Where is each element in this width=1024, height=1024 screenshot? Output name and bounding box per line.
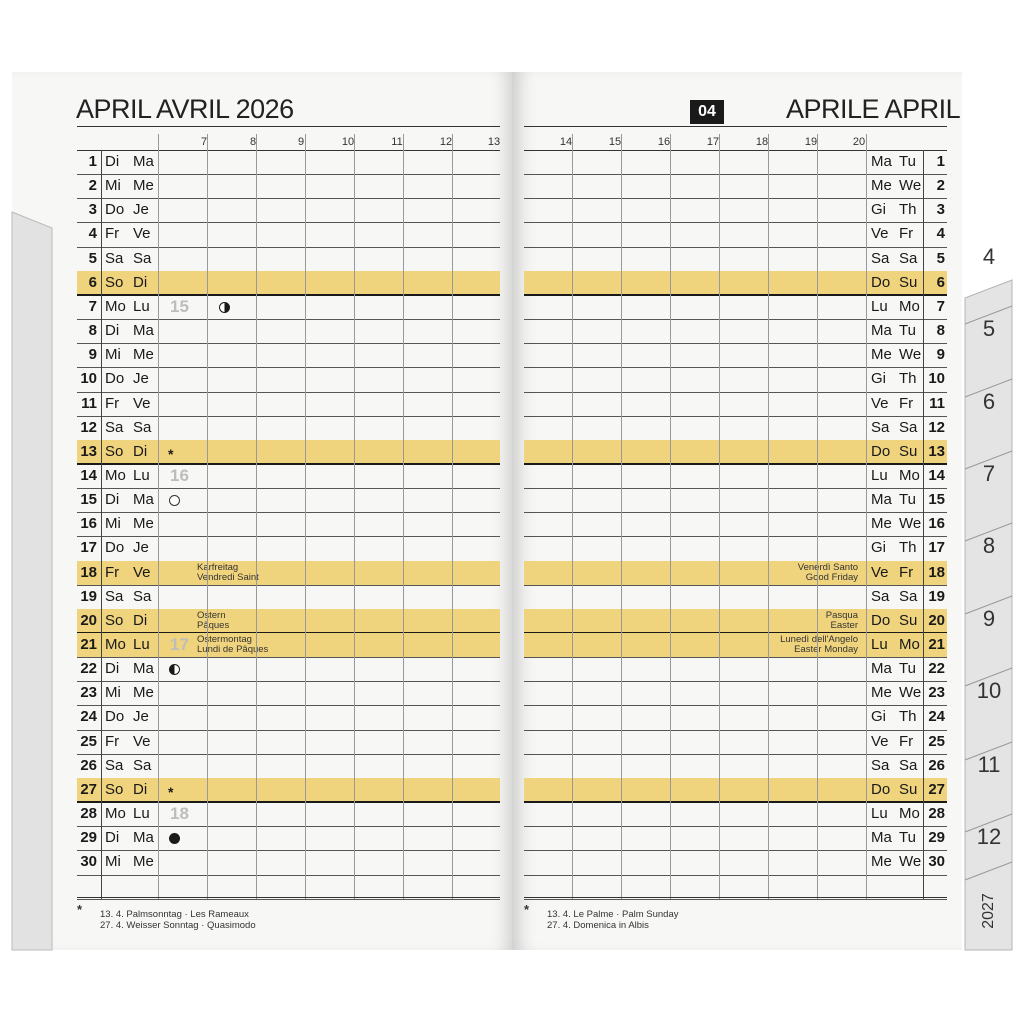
- hour-label: 19: [804, 136, 818, 148]
- footnote-marker: *: [168, 783, 174, 800]
- day-number: 2: [936, 177, 945, 195]
- day-number: 8: [88, 322, 97, 340]
- weekday-en: We: [899, 515, 922, 533]
- weekday-en: Su: [899, 611, 918, 629]
- weekday-it: Gi: [871, 370, 886, 388]
- weekday-en: Su: [899, 442, 918, 460]
- day-number: 20: [928, 611, 945, 629]
- day-number: 30: [928, 853, 945, 871]
- day-number: 18: [80, 563, 97, 581]
- weekday-de: Sa: [105, 756, 124, 774]
- day-number: 27: [80, 780, 97, 798]
- weekday-fr: Ma: [133, 322, 154, 340]
- weekday-fr: Di: [133, 780, 148, 798]
- hour-label: 14: [559, 136, 573, 148]
- day-number: 11: [81, 394, 97, 412]
- day-number: 15: [928, 491, 945, 509]
- weekday-en: Mo: [899, 636, 920, 653]
- footnote-line: 13. 4. Palmsonntag · Les Rameaux: [100, 909, 249, 920]
- month-tab-9[interactable]: 9: [982, 606, 996, 631]
- weekday-de: So: [105, 442, 124, 460]
- hour-label: 12: [439, 136, 453, 148]
- day-number: 16: [928, 515, 945, 533]
- hour-label: 8: [249, 136, 257, 148]
- weekday-en: Mo: [899, 297, 920, 315]
- weekday-en: Su: [899, 273, 918, 291]
- weekday-it: Gi: [871, 201, 886, 219]
- weekday-it: Lu: [871, 805, 888, 823]
- day-number: 1: [88, 153, 97, 170]
- day-number: 15: [80, 491, 97, 509]
- weekday-it: Sa: [871, 756, 890, 774]
- holiday-name: Pâques: [197, 619, 230, 631]
- day-number: 29: [928, 829, 945, 847]
- weekday-de: Di: [105, 660, 120, 678]
- weekday-de: Mi: [105, 853, 121, 871]
- day-number: 25: [928, 732, 945, 750]
- month-tab-6[interactable]: 6: [982, 389, 996, 414]
- day-number: 17: [80, 539, 97, 557]
- weekday-de: Mi: [105, 684, 121, 702]
- weekday-fr: Ma: [133, 660, 154, 678]
- day-number: 10: [80, 370, 97, 388]
- weekday-de: Fr: [105, 732, 120, 750]
- day-number: 9: [936, 346, 945, 364]
- day-number: 5: [88, 249, 97, 267]
- weekday-fr: Je: [133, 708, 149, 726]
- weekday-en: Fr: [899, 225, 914, 243]
- weekday-fr: Lu: [133, 466, 150, 484]
- weekday-de: Fr: [105, 394, 120, 412]
- weekday-fr: Ma: [133, 829, 154, 847]
- footnote-star: *: [524, 902, 530, 917]
- weekday-fr: Me: [133, 177, 154, 195]
- weekday-it: Do: [871, 442, 891, 460]
- weekday-it: Ma: [871, 322, 892, 340]
- day-number: 7: [88, 297, 97, 315]
- holiday-name: Easter Monday: [794, 644, 858, 655]
- day-number: 14: [928, 466, 945, 484]
- day-number: 22: [928, 660, 945, 678]
- weekday-it: Ma: [871, 153, 892, 170]
- day-number: 13: [928, 442, 945, 460]
- weekday-en: Sa: [899, 418, 918, 436]
- hour-label: 18: [755, 136, 769, 148]
- weekday-de: Di: [105, 322, 120, 340]
- hour-label: 13: [487, 136, 501, 148]
- day-number: 23: [80, 684, 97, 702]
- weekday-it: Do: [871, 611, 891, 629]
- weekday-de: Fr: [105, 225, 120, 243]
- weekday-de: Di: [105, 153, 120, 170]
- hour-label: 20: [852, 136, 866, 148]
- day-number: 24: [928, 708, 945, 726]
- holiday-name: Easter: [830, 619, 858, 631]
- weekday-it: Do: [871, 780, 891, 798]
- hour-label: 9: [297, 136, 305, 148]
- hour-label: 16: [657, 136, 671, 148]
- weekday-en: Th: [899, 539, 917, 557]
- footnote-marker: *: [168, 445, 174, 462]
- day-number: 10: [928, 370, 945, 388]
- footnote-line: 13. 4. Le Palme · Palm Sunday: [547, 909, 679, 920]
- day-number: 23: [928, 684, 945, 702]
- weekday-it: Lu: [871, 297, 888, 315]
- weekday-en: Tu: [899, 153, 916, 170]
- weekday-de: Sa: [105, 587, 124, 605]
- weekday-fr: Sa: [133, 587, 152, 605]
- weekday-de: Do: [105, 370, 125, 388]
- weekday-en: We: [899, 853, 922, 871]
- weekday-fr: Sa: [133, 756, 152, 774]
- weekday-fr: Me: [133, 684, 154, 702]
- day-number: 8: [936, 322, 945, 340]
- weekday-de: So: [105, 780, 124, 798]
- weekday-de: Sa: [105, 249, 124, 267]
- weekday-en: Fr: [899, 732, 914, 750]
- holiday-name: Ostermontag: [197, 634, 252, 645]
- week-number: 17: [170, 635, 189, 654]
- month-tab-5[interactable]: 5: [982, 316, 996, 341]
- day-number: 1: [936, 153, 945, 170]
- weekday-en: We: [899, 177, 922, 195]
- weekday-it: Me: [871, 177, 892, 195]
- weekday-en: Th: [899, 708, 917, 726]
- weekday-fr: Ve: [133, 732, 151, 750]
- weekday-de: Do: [105, 201, 125, 219]
- weekday-it: Do: [871, 273, 891, 291]
- day-number: 4: [88, 225, 97, 243]
- day-number: 18: [928, 563, 945, 581]
- weekday-en: Fr: [899, 394, 914, 412]
- month-tab-10[interactable]: 10: [976, 678, 1002, 703]
- weekday-it: Ma: [871, 829, 892, 847]
- weekday-de: Mo: [105, 805, 126, 823]
- month-tab-4[interactable]: 4: [982, 244, 996, 269]
- weekday-de: Mi: [105, 177, 121, 195]
- day-number: 12: [928, 418, 945, 436]
- weekday-de: Do: [105, 539, 125, 557]
- weekday-en: We: [899, 684, 922, 702]
- weekday-fr: Lu: [133, 636, 150, 653]
- page-title-left: APRIL AVRIL 2026: [76, 94, 294, 124]
- day-number: 19: [928, 587, 945, 605]
- weekday-it: Gi: [871, 708, 886, 726]
- weekday-fr: Ma: [133, 153, 154, 170]
- weekday-en: Sa: [899, 249, 918, 267]
- footnote-line: 27. 4. Weisser Sonntag · Quasimodo: [100, 920, 256, 931]
- hour-label: 10: [341, 136, 355, 148]
- month-tab-11[interactable]: 11: [977, 752, 1001, 777]
- day-number: 12: [80, 418, 97, 436]
- weekday-fr: Je: [133, 370, 149, 388]
- month-tab-8[interactable]: 8: [982, 533, 996, 558]
- weekday-en: Fr: [899, 563, 914, 581]
- weekday-de: Mi: [105, 346, 121, 364]
- weekday-de: Di: [105, 491, 120, 509]
- day-number: 14: [80, 466, 97, 484]
- weekday-en: We: [899, 346, 922, 364]
- day-number: 17: [928, 539, 945, 557]
- weekday-en: Tu: [899, 491, 916, 509]
- holiday-name: Vendredi Saint: [197, 571, 259, 583]
- weekday-en: Su: [899, 780, 918, 798]
- footnote-line: 27. 4. Domenica in Albis: [547, 920, 649, 931]
- weekday-fr: Je: [133, 201, 149, 219]
- month-tab-2027[interactable]: 2027: [980, 893, 997, 929]
- day-number: 19: [80, 587, 97, 605]
- day-number: 21: [928, 636, 945, 653]
- page-title-right: APRILE APRIL: [786, 94, 961, 124]
- weekday-en: Mo: [899, 805, 920, 823]
- weekday-fr: Lu: [133, 297, 150, 315]
- weekday-en: Th: [899, 370, 917, 388]
- day-number: 4: [936, 225, 945, 243]
- weekday-it: Lu: [871, 636, 888, 653]
- holiday-name: Karfreitag: [197, 561, 239, 573]
- holiday-name: Ostern: [197, 609, 226, 621]
- weekday-it: Sa: [871, 587, 890, 605]
- day-number: 21: [80, 636, 97, 653]
- day-number: 28: [928, 805, 945, 823]
- weekday-de: Mi: [105, 515, 121, 533]
- weekday-en: Sa: [899, 756, 918, 774]
- weekday-fr: Lu: [133, 805, 150, 823]
- weekday-fr: Me: [133, 515, 154, 533]
- weekday-fr: Ma: [133, 491, 154, 509]
- day-number: 30: [80, 853, 97, 871]
- weekday-de: Do: [105, 708, 125, 726]
- day-number: 27: [928, 780, 945, 798]
- weekday-de: Di: [105, 829, 120, 847]
- weekday-it: Me: [871, 853, 892, 871]
- weekday-de: Fr: [105, 563, 120, 581]
- weekday-de: So: [105, 273, 124, 291]
- weekday-it: Me: [871, 346, 892, 364]
- day-number: 3: [936, 201, 945, 219]
- weekday-it: Me: [871, 515, 892, 533]
- day-number: 9: [88, 346, 97, 364]
- weekday-fr: Di: [133, 273, 148, 291]
- footnote-star: *: [77, 902, 83, 917]
- day-number: 25: [80, 732, 97, 750]
- weekday-en: Mo: [899, 466, 920, 484]
- day-number: 5: [936, 249, 945, 267]
- weekday-fr: Ve: [133, 563, 151, 581]
- weekday-de: Mo: [105, 466, 126, 484]
- weekday-it: Sa: [871, 418, 890, 436]
- week-number: 16: [170, 465, 189, 485]
- day-number: 24: [80, 708, 97, 726]
- weekday-fr: Je: [133, 539, 149, 557]
- weekday-de: Mo: [105, 636, 126, 653]
- weekday-fr: Ve: [133, 225, 151, 243]
- weekday-fr: Sa: [133, 418, 152, 436]
- weekday-fr: Di: [133, 611, 148, 629]
- weekday-fr: Me: [133, 346, 154, 364]
- hour-label: 7: [200, 136, 208, 148]
- weekday-de: So: [105, 611, 124, 629]
- weekday-de: Sa: [105, 418, 124, 436]
- weekday-it: Ve: [871, 394, 889, 412]
- weekday-it: Lu: [871, 466, 888, 484]
- month-tab-7[interactable]: 7: [982, 461, 996, 486]
- weekday-en: Th: [899, 201, 917, 219]
- day-number: 11: [929, 394, 945, 412]
- weekday-en: Tu: [899, 660, 916, 678]
- weekday-fr: Sa: [133, 249, 152, 267]
- week-number: 15: [170, 296, 189, 316]
- weekday-it: Ma: [871, 660, 892, 678]
- day-number: 6: [936, 273, 945, 291]
- weekday-fr: Ve: [133, 394, 151, 412]
- hour-label: 11: [391, 136, 403, 148]
- day-number: 2: [88, 177, 97, 195]
- day-number: 3: [88, 201, 97, 219]
- weekday-it: Ma: [871, 491, 892, 509]
- day-number: 13: [80, 442, 97, 460]
- weekday-fr: Di: [133, 442, 148, 460]
- hour-label: 17: [706, 136, 720, 148]
- day-number: 26: [80, 756, 97, 774]
- weekday-it: Ve: [871, 732, 889, 750]
- holiday-name: Pasqua: [825, 609, 858, 621]
- weekday-it: Me: [871, 684, 892, 702]
- weekday-en: Tu: [899, 322, 916, 340]
- weekday-fr: Me: [133, 853, 154, 871]
- weekday-it: Sa: [871, 249, 890, 267]
- day-number: 6: [88, 273, 97, 291]
- holiday-name: Good Friday: [805, 571, 858, 583]
- month-number-badge: 04: [690, 100, 724, 124]
- day-number: 26: [928, 756, 945, 774]
- weekday-de: Mo: [105, 297, 126, 315]
- month-tab-12[interactable]: 12: [976, 824, 1002, 849]
- day-number: 7: [936, 297, 945, 315]
- holiday-name: Lunedì dell'Angelo: [780, 634, 858, 645]
- hour-label: 15: [608, 136, 622, 148]
- weekday-it: Gi: [871, 539, 886, 557]
- holiday-name: Venerdì Santo: [797, 561, 858, 573]
- day-number: 29: [80, 829, 97, 847]
- weekday-en: Tu: [899, 829, 916, 847]
- day-number: 20: [80, 611, 97, 629]
- weekday-it: Ve: [871, 563, 889, 581]
- holiday-name: Lundi de Pâques: [197, 644, 269, 655]
- day-number: 22: [80, 660, 97, 678]
- weekday-en: Sa: [899, 587, 918, 605]
- weekday-it: Ve: [871, 225, 889, 243]
- week-number: 18: [170, 804, 189, 824]
- day-number: 16: [80, 515, 97, 533]
- day-number: 28: [80, 805, 97, 823]
